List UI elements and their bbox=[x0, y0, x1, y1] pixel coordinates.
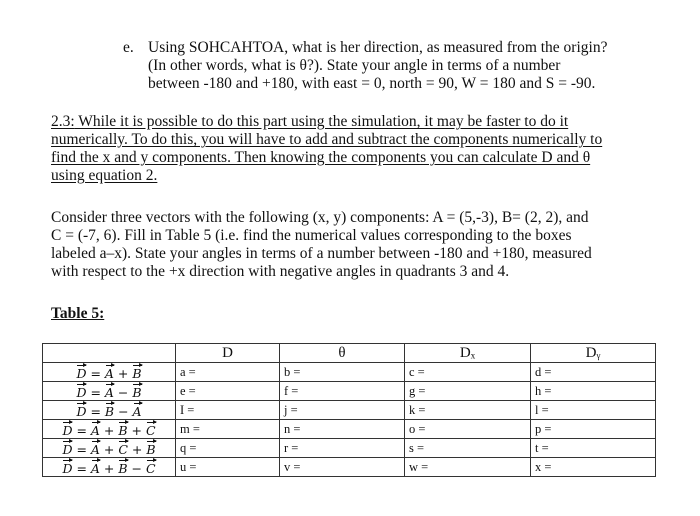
consider-line-2: C = (-7, 6). Fill in Table 5 (i.e. find the numerical values corresponding to the boxes bbox=[51, 227, 572, 244]
header-equation bbox=[43, 344, 176, 363]
vector-symbol: C bbox=[146, 458, 156, 476]
section-2-3-line-1 bbox=[51, 113, 568, 131]
vector-equation bbox=[43, 363, 176, 382]
vector-symbol: C bbox=[146, 420, 156, 438]
operator: = bbox=[86, 385, 105, 400]
vector-symbol: A bbox=[91, 420, 100, 438]
vector-equation bbox=[43, 458, 176, 477]
dx-cell[interactable]: g = bbox=[405, 382, 531, 401]
operator: + bbox=[127, 442, 147, 457]
angle-cell[interactable]: v = bbox=[280, 458, 405, 477]
dx-cell[interactable]: w = bbox=[405, 458, 531, 477]
dx-cell[interactable]: o = bbox=[405, 420, 531, 439]
dx-cell[interactable]: k = bbox=[405, 401, 531, 420]
table-row bbox=[43, 401, 656, 420]
vector-symbol: D bbox=[76, 363, 86, 381]
dx-cell[interactable]: c = bbox=[405, 363, 531, 382]
consider-line-4: with respect to the +x direction with negative angles in quadrants 3 and 4. bbox=[51, 263, 510, 280]
operator: + bbox=[127, 423, 146, 438]
header-angle: θ bbox=[280, 344, 405, 363]
dy-cell[interactable]: h = bbox=[531, 382, 656, 401]
section-2-3-line-4: using equation 2. bbox=[51, 167, 158, 184]
vector-symbol: B bbox=[132, 363, 141, 381]
angle-cell[interactable]: j = bbox=[280, 401, 405, 420]
operator: = bbox=[72, 461, 91, 476]
vector-symbol: A bbox=[105, 382, 114, 400]
section-2-3-text-1: While it is possible to do this part using the simulation, it may be faster to do it bbox=[74, 113, 569, 130]
operator: + bbox=[99, 423, 119, 438]
table-5 bbox=[42, 343, 656, 477]
header-dy: Dᵧ bbox=[531, 344, 656, 363]
operator: + bbox=[113, 366, 133, 381]
vector-symbol: B bbox=[132, 382, 141, 400]
operator: − bbox=[113, 385, 133, 400]
table-header-row bbox=[43, 344, 656, 363]
angle-cell[interactable]: b = bbox=[280, 363, 405, 382]
vector-symbol: A bbox=[105, 363, 114, 381]
header-dx: Dₓ bbox=[405, 344, 531, 363]
magnitude-cell[interactable]: I = bbox=[176, 401, 280, 420]
operator: = bbox=[72, 442, 91, 457]
magnitude-cell[interactable]: e = bbox=[176, 382, 280, 401]
section-label: 2.3: bbox=[51, 113, 75, 130]
vector-equation bbox=[43, 382, 176, 401]
operator: = bbox=[86, 366, 105, 381]
vector-symbol: B bbox=[105, 401, 114, 419]
vector-symbol: D bbox=[76, 382, 86, 400]
table-title: Table 5: bbox=[51, 305, 105, 322]
operator: − bbox=[114, 404, 133, 419]
question-e-line-3: between -180 and +180, with east = 0, north = 90, W = 180 and S = -90. bbox=[148, 75, 596, 92]
angle-cell[interactable]: r = bbox=[280, 439, 405, 458]
operator: − bbox=[127, 461, 146, 476]
angle-cell[interactable]: f = bbox=[280, 382, 405, 401]
operator: = bbox=[86, 404, 105, 419]
vector-equation bbox=[43, 439, 176, 458]
vector-equation bbox=[43, 401, 176, 420]
table-row bbox=[43, 420, 656, 439]
section-2-3-line-3: find the x and y components. Then knowing the components you can calculate D and θ bbox=[51, 149, 591, 166]
vector-symbol: A bbox=[91, 458, 100, 476]
angle-cell[interactable]: n = bbox=[280, 420, 405, 439]
question-e-line-1: Using SOHCAHTOA, what is her direction, as measured from the origin? bbox=[148, 39, 608, 56]
vector-symbol: B bbox=[118, 458, 127, 476]
operator: = bbox=[72, 423, 91, 438]
dy-cell[interactable]: d = bbox=[531, 363, 656, 382]
magnitude-cell[interactable]: q = bbox=[176, 439, 280, 458]
vector-symbol: A bbox=[133, 401, 142, 419]
magnitude-cell[interactable]: m = bbox=[176, 420, 280, 439]
section-2-3-line-2: numerically. To do this, you will have to add and subtract the components numerically to bbox=[51, 131, 603, 148]
vector-symbol: D bbox=[62, 420, 72, 438]
magnitude-cell[interactable]: a = bbox=[176, 363, 280, 382]
table-row bbox=[43, 363, 656, 382]
vector-equation bbox=[43, 420, 176, 439]
vector-symbol: C bbox=[118, 439, 128, 457]
table-row bbox=[43, 382, 656, 401]
magnitude-cell[interactable]: u = bbox=[176, 458, 280, 477]
header-magnitude: D bbox=[176, 344, 280, 363]
operator: + bbox=[99, 461, 119, 476]
vector-symbol: D bbox=[62, 439, 72, 457]
dx-cell[interactable]: s = bbox=[405, 439, 531, 458]
consider-line-3: labeled a–x). State your angles in terms of a number between -180 and +180, measured bbox=[51, 245, 592, 262]
vector-symbol: D bbox=[62, 458, 72, 476]
question-e-marker: e. bbox=[123, 39, 134, 56]
consider-line-1: Consider three vectors with the following (x, y) components: A = (5,-3), B= (2, 2), and bbox=[51, 209, 589, 226]
dy-cell[interactable]: x = bbox=[531, 458, 656, 477]
dy-cell[interactable]: t = bbox=[531, 439, 656, 458]
dy-cell[interactable]: p = bbox=[531, 420, 656, 439]
operator: + bbox=[99, 442, 119, 457]
vector-symbol: D bbox=[76, 401, 86, 419]
question-e-line-2: (In other words, what is θ?). State your angle in terms of a number bbox=[148, 57, 561, 74]
table-row bbox=[43, 439, 656, 458]
table-row bbox=[43, 458, 656, 477]
vector-symbol: B bbox=[146, 439, 155, 457]
vector-symbol: B bbox=[118, 420, 127, 438]
vector-symbol: A bbox=[91, 439, 100, 457]
dy-cell[interactable]: l = bbox=[531, 401, 656, 420]
